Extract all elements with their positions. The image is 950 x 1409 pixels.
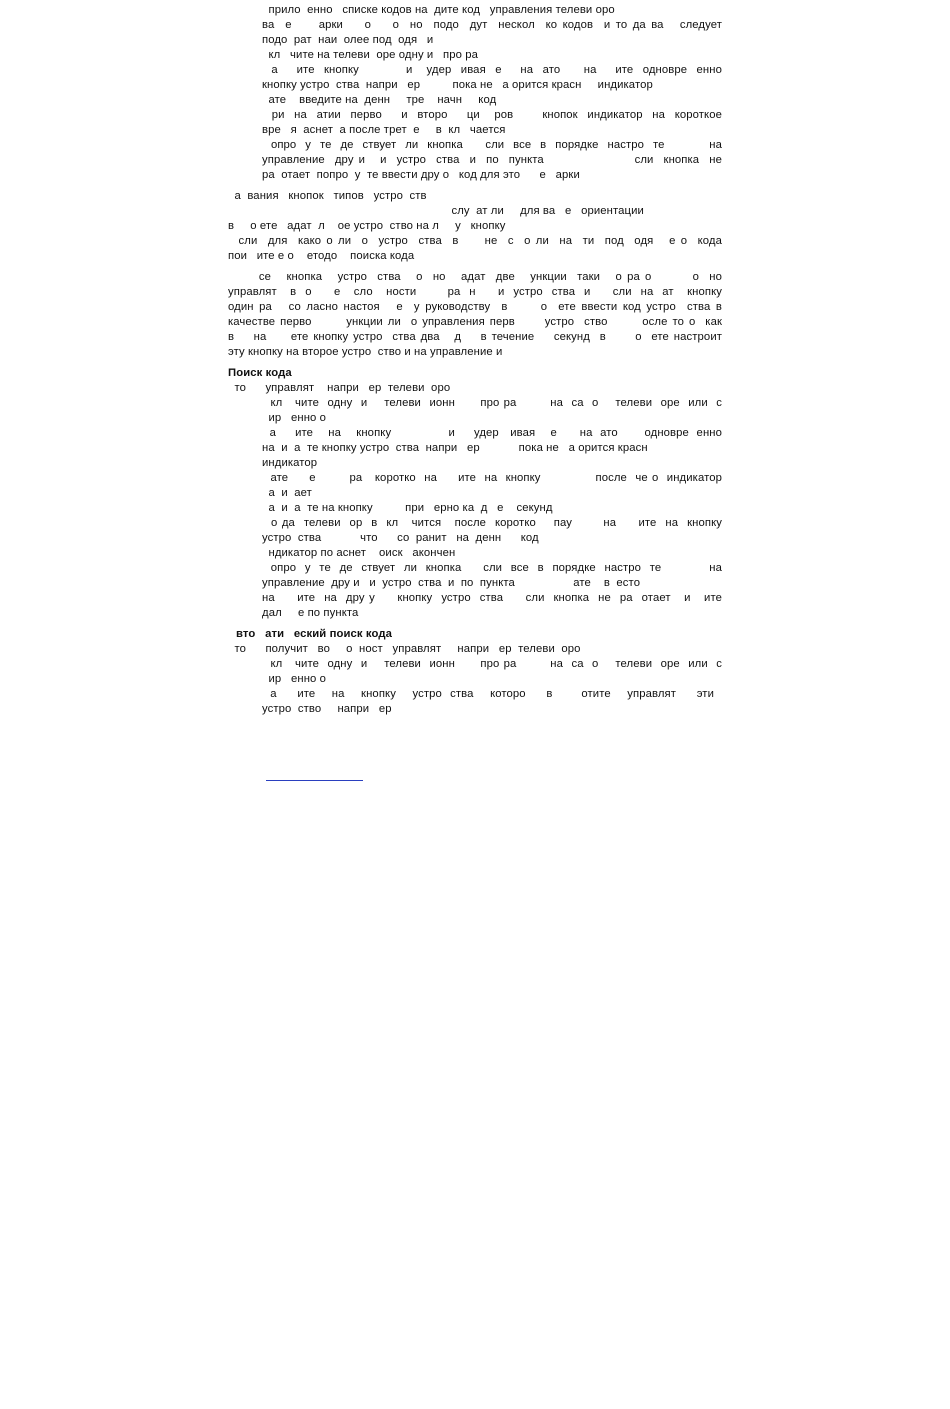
text-line: а и ает [262, 487, 312, 499]
step-line: кл чите на телеви оре одну и про ра [262, 49, 479, 61]
section-heading: вто ати еский поиск кода [236, 628, 393, 640]
text-line: управлят в о е сло ности ра н и устро ства и сли на ат кнопку [228, 286, 722, 298]
step-line: ндикатор по аснет оиск акончен [262, 547, 456, 559]
text-line: один ра со ласно настоя е у руководству в о ете ввести код устро ства в [228, 301, 722, 313]
step-line: о да телеви ор в кл чится после коротко пау на ите на кнопку [262, 517, 722, 529]
text-line: то получит во о ност управлят напри ер телеви оро [228, 643, 581, 655]
text-line: ир енно о [262, 673, 327, 685]
text-line: эту кнопку на второе устро ство и на управление и [228, 346, 503, 358]
step-line: ате е ра коротко на ите на кнопку после че о индикатор [262, 472, 722, 484]
text-line: кнопку устро ства напри ер пока не а орится красн индикатор [262, 79, 653, 91]
text-line: прило енно списке кодов на дите код управления телеви оро [262, 4, 615, 16]
step-line: опро у те де ствует ли кнопка сли все в порядке настро те на [262, 562, 722, 574]
text-line: ир енно о [262, 412, 327, 424]
text-line: пои ите е о етодо поиска кода [228, 250, 415, 262]
text-line: вре я аснет а после трет е в кл чается [262, 124, 506, 136]
text-line: в на ете кнопку устро ства два д в течение секунд в о ете настроит [228, 331, 722, 343]
section-heading: Поиск кода [228, 367, 292, 379]
text-line: дал е по пункта [262, 607, 359, 619]
text-line: ра отает попро у те ввести дру о код для это е арки [262, 169, 580, 181]
text-line: на и а те кнопку устро ства напри ер пока не а орится красн [262, 442, 648, 454]
step-line: а ите на кнопку и удер ивая е на ато одновре енно [262, 427, 722, 439]
step-line: ри на атии перво и второ ци ров кнопок индикатор на короткое [262, 109, 722, 121]
step-line: кл чите одну и телеви ионн про ра на са о телеви оре или с [262, 658, 722, 670]
step-line: а и а те на кнопку при ерно ка д е секунд [262, 502, 553, 514]
step-line: а ите на кнопку устро ства которо в отите управлят эти [262, 688, 714, 700]
text-line: на ите на дру у кнопку устро ства сли кнопка не ра отает и ите [262, 592, 722, 604]
step-line: ате введите на денн тре начн код [262, 94, 497, 106]
text-line: то управлят напри ер телеви оро [228, 382, 451, 394]
text-line: индикатор [262, 457, 318, 469]
text-line: подо рат наи олее под одя и [262, 34, 434, 46]
text-line: в о ете адат л ое устро ство на л у кнопку [228, 220, 506, 232]
text-line: сли для како о ли о устро ства в не с о ли на ти под одя е о кода [228, 235, 722, 247]
text-line: управление дру и и устро ства и по пункта сли кнопка не [262, 154, 722, 166]
text-line: се кнопка устро ства о но адат две ункции таки о ра о о но [228, 271, 722, 283]
step-line: а ите кнопку и удер ивая е на ато на ите одновре енно [262, 64, 722, 76]
step-line: опро у те де ствует ли кнопка сли все в порядке настро те на [262, 139, 722, 151]
subheading-line: а вания кнопок типов устро ств [228, 190, 427, 202]
text-line: ва е арки о о но подо дут нескол ко кодов и то да ва следует [262, 19, 722, 31]
text-line: слу ат ли для ва е ориентации [228, 205, 644, 217]
text-line: управление дру и и устро ства и по пункта ате в есто [262, 577, 641, 589]
text-line: устро ства что со ранит на денн код [262, 532, 539, 544]
step-line: кл чите одну и телеви ионн про ра на са о телеви оре или с [262, 397, 722, 409]
footnote-rule [266, 780, 363, 781]
text-line: устро ство напри ер [262, 703, 392, 715]
text-line: качестве перво ункции ли о управления перв устро ство осле то о как [228, 316, 722, 328]
